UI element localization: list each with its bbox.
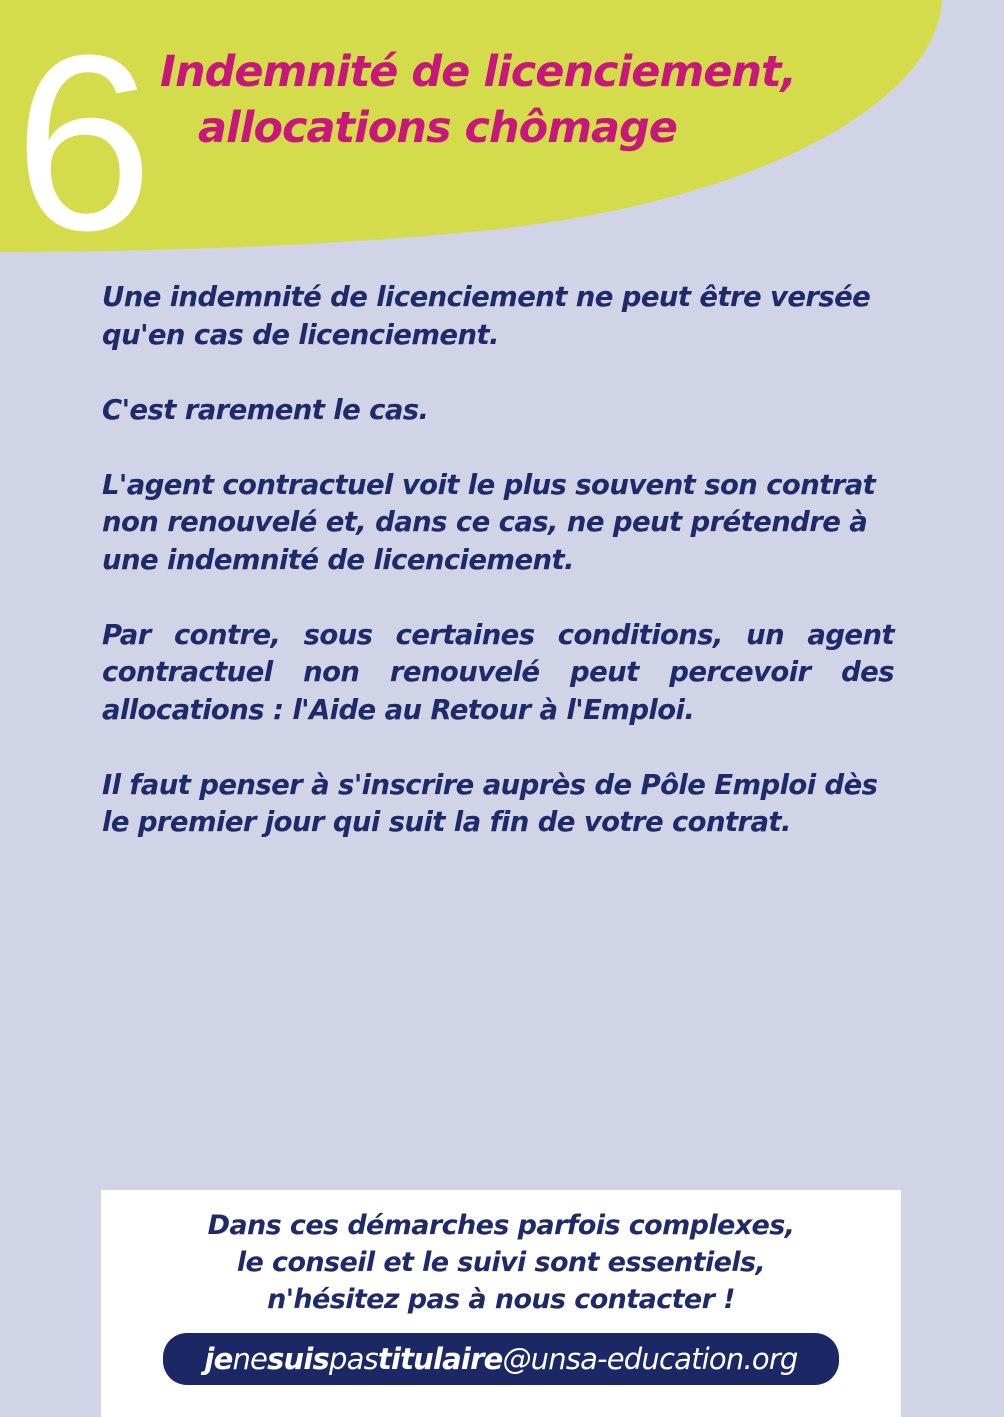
contact-line-2: le conseil et le suivi sont essentiels, bbox=[236, 1247, 766, 1278]
email-part-titulaire: titulaire bbox=[377, 1342, 503, 1376]
contact-email-link[interactable] bbox=[163, 1333, 839, 1385]
paragraph-5: Il faut penser à s'inscrire auprès de Pôle Emploi dès le premier jour qui suit la fin de votre contrat. bbox=[102, 768, 878, 838]
paragraph-4: Par contre, sous certaines conditions, un agent contractuel non renouvelé peut percevoir des allocations : l'Aide au Retour à l'Emploi. bbox=[102, 618, 894, 726]
email-part-domain: @unsa-education.org bbox=[502, 1342, 798, 1376]
contact-message bbox=[101, 1207, 901, 1318]
email-part-suis: suis bbox=[267, 1342, 330, 1376]
page-title bbox=[160, 44, 920, 156]
section-number: 6 bbox=[14, 3, 150, 282]
body-text bbox=[102, 279, 894, 879]
paragraph-3: L'agent contractuel voit le plus souvent son contrat non renouvelé et, dans ce cas, ne peut prétendre à une indemnité de licenciement. bbox=[102, 468, 876, 576]
email-part-pas: pas bbox=[329, 1342, 378, 1376]
email-part-je: je bbox=[204, 1342, 233, 1376]
email-part-ne: ne bbox=[232, 1342, 268, 1376]
paragraph-1: Une indemnité de licenciement ne peut être versée qu'en cas de licenciement. bbox=[102, 281, 871, 351]
title-line-2: allocations chômage bbox=[198, 103, 677, 153]
contact-box bbox=[101, 1190, 901, 1417]
contact-line-3: n'hésitez pas à nous contacter ! bbox=[267, 1284, 735, 1315]
contact-line-1: Dans ces démarches parfois complexes, bbox=[207, 1210, 795, 1241]
title-line-1: Indemnité de licenciement, bbox=[160, 47, 796, 97]
paragraph-2: C'est rarement le cas. bbox=[102, 393, 429, 426]
